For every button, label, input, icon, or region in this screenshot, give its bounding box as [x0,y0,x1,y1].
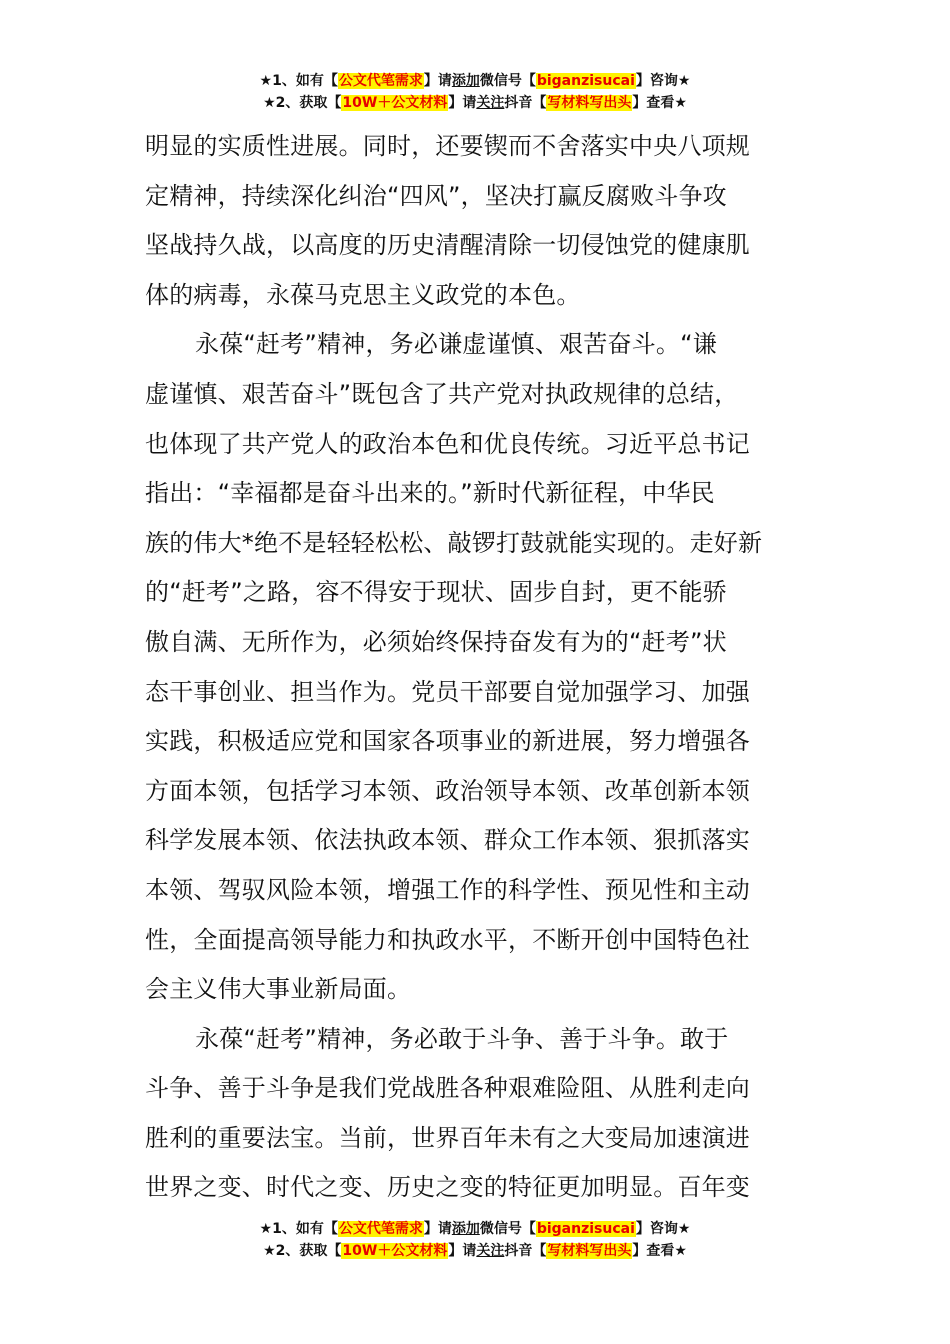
body-line: 体的病毒，永葆马克思主义政党的本色。 [145,280,581,309]
body-line: 态干事创业、担当作为。党员干部要自觉加强学习、加强 [145,677,750,706]
footer-line2-mid2: 抖音【 [504,1243,547,1259]
header-line2-underlined: 关注 [476,95,505,111]
body-line: 虚谨慎、艰苦奋斗”既包含了共产党对执政规律的总结， [145,379,739,408]
header-line2-highlight-douyin: 写材料写出头 [547,95,632,111]
body-paragraph-start: 永葆“赶考”精神，务必谦虚谨慎、艰苦奋斗。“谦 [195,330,717,359]
header-line2-suffix: 】查看★ [632,95,687,111]
footer-line2-highlight-douyin: 写材料写出头 [547,1243,632,1259]
body-line: 实践，积极适应党和国家各项事业的新进展，努力增强各 [145,727,750,756]
footer-line1-mid: 】请 [423,1221,452,1237]
footer-promo-line-2 [0,1240,950,1262]
footer-line1-mid2: 微信号【 [479,1221,536,1237]
header-line1-highlight-wechat: biganzisucai [536,73,635,89]
header-line2-mid2: 抖音【 [504,95,547,111]
body-line: 性，全面提高领导能力和执政水平，不断开创中国特色社 [145,925,750,954]
body-line: 的“赶考”之路，容不得安于现状、固步自封，更不能骄 [145,578,727,607]
body-line: 科学发展本领、依法执政本领、群众工作本领、狠抓落实 [145,826,750,855]
footer-line2-mid: 】请 [448,1243,477,1259]
body-line: 方面本领，包括学习本领、政治领导本领、改革创新本领 [145,776,750,805]
footer-line2-suffix: 】查看★ [632,1243,687,1259]
header-line1-suffix: 】咨询★ [635,73,691,89]
footer-promo-banner [0,1218,950,1262]
footer-line1-prefix: ★1、如有【 [259,1221,338,1237]
body-line: 斗争、善于斗争是我们党战胜各种艰难险阻、从胜利走向 [145,1074,750,1103]
header-promo-line-2 [0,92,950,114]
header-line2-prefix: ★2、获取【 [263,95,342,111]
footer-line1-highlight-service: 公文代笔需求 [338,1221,423,1237]
body-line: 本领、驾驭风险本领，增强工作的科学性、预见性和主动 [145,875,750,904]
body-line: 指出：“幸福都是奋斗出来的。”新时代新征程，中华民 [145,479,715,508]
footer-line2-underlined: 关注 [476,1243,505,1259]
header-line1-prefix: ★1、如有【 [259,73,338,89]
header-promo-banner [0,70,950,114]
document-body [145,122,807,1213]
body-line: 族的伟大*绝不是轻轻松松、敲锣打鼓就能实现的。走好新 [145,528,763,557]
footer-promo-line-1 [0,1218,950,1240]
body-line: 会主义伟大事业新局面。 [145,975,412,1004]
header-line2-mid: 】请 [448,95,477,111]
header-line1-mid2: 微信号【 [479,73,536,89]
body-line: 胜利的重要法宝。当前，世界百年未有之大变局加速演进 [145,1123,750,1152]
body-line: 定精神，持续深化纠治“四风”，坚决打赢反腐败斗争攻 [145,181,727,210]
body-line: 傲自满、无所作为，必须始终保持奋发有为的“赶考”状 [145,627,727,656]
footer-line1-highlight-wechat: biganzisucai [536,1221,635,1237]
body-line: 明显的实质性进展。同时，还要锲而不舍落实中央八项规 [145,132,750,160]
header-line2-highlight-materials: 10W＋公文材料 [342,95,448,111]
footer-line1-suffix: 】咨询★ [635,1221,691,1237]
body-line: 也体现了共产党人的政治本色和优良传统。习近平总书记 [145,429,750,458]
body-line: 坚战持久战，以高度的历史清醒清除一切侵蚀党的健康肌 [145,231,750,260]
footer-line1-underlined: 添加 [451,1221,480,1237]
footer-line2-prefix: ★2、获取【 [263,1243,342,1259]
header-line1-highlight-service: 公文代笔需求 [338,73,423,89]
body-line: 世界之变、时代之变、历史之变的特征更加明显。百年变 [145,1173,750,1202]
header-promo-line-1 [0,70,950,92]
header-line1-mid: 】请 [423,73,452,89]
header-line1-underlined: 添加 [451,73,480,89]
body-paragraph-start: 永葆“赶考”精神，务必敢于斗争、善于斗争。敢于 [195,1024,729,1053]
footer-line2-highlight-materials: 10W＋公文材料 [342,1243,448,1259]
